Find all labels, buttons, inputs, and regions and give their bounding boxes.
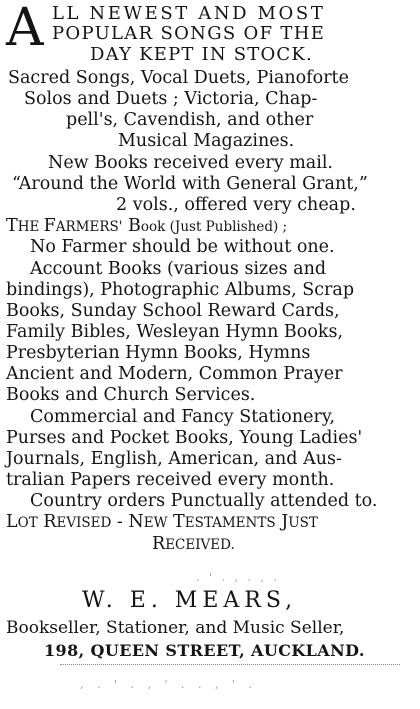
body-line-18: Purses and Pocket Books, Young Ladies' bbox=[6, 428, 363, 448]
notice-line-1: LOT REVISED - NEW TESTAMENTS JUST bbox=[6, 512, 318, 532]
body-line-4: Musical Magazines. bbox=[118, 131, 295, 151]
body-line-17: Commercial and Fancy Stationery, bbox=[30, 407, 335, 427]
body-line-12: Books, Sunday School Reward Cards, bbox=[6, 301, 340, 321]
address-underline bbox=[60, 664, 400, 665]
headline bbox=[0, 0, 420, 70]
body-line-16: Books and Church Services. bbox=[6, 385, 256, 405]
body-line-8: THE FARMERS' Book (Just Published) ; bbox=[6, 216, 288, 236]
merchant-address: 198, QUEEN STREET, AUCKLAND. bbox=[44, 641, 365, 660]
headline-line-3: DAY KEPT IN STOCK. bbox=[90, 44, 313, 65]
body-line-7: 2 vols., offered very cheap. bbox=[116, 195, 356, 215]
body-line-5: New Books received every mail. bbox=[48, 153, 333, 173]
headline-line-2: POPULAR SONGS OF THE bbox=[52, 23, 326, 44]
body-line-6: “Around the World with General Grant,” bbox=[12, 174, 368, 194]
headline-line-1-text: LL NEWEST AND MOST bbox=[52, 3, 326, 24]
notice-line-2: RECEIVED. bbox=[152, 534, 235, 554]
print-noise: . ' . , . , . bbox=[196, 571, 280, 584]
body-line-15: Ancient and Modern, Common Prayer bbox=[6, 364, 343, 384]
drop-cap: A bbox=[6, 0, 44, 58]
merchant-title: Bookseller, Stationer, and Music Seller, bbox=[6, 618, 345, 638]
body-line-3: pell's, Cavendish, and other bbox=[66, 110, 314, 130]
body-line-13: Family Bibles, Wesleyan Hymn Books, bbox=[6, 322, 344, 342]
body-line-19: Journals, English, American, and Aus- bbox=[6, 449, 342, 469]
headline-line-1 bbox=[52, 4, 414, 24]
print-noise-bottom: , . ' . , ' . . , ' . bbox=[80, 678, 258, 691]
body-line-1: Sacred Songs, Vocal Duets, Pianoforte bbox=[8, 68, 349, 88]
body-line-9: No Farmer should be without one. bbox=[30, 237, 335, 257]
body-line-20: tralian Papers received every month. bbox=[6, 470, 335, 490]
body-line-2: Solos and Duets ; Victoria, Chap- bbox=[24, 89, 318, 109]
body-line-14: Presbyterian Hymn Books, Hymns bbox=[6, 343, 311, 363]
merchant-name: W. E. MEARS, bbox=[82, 588, 298, 613]
body-line-21: Country orders Punctually attended to. bbox=[30, 491, 378, 511]
body-line-10: Account Books (various sizes and bbox=[30, 259, 327, 279]
body-line-11: bindings), Photographic Albums, Scrap bbox=[6, 280, 355, 300]
